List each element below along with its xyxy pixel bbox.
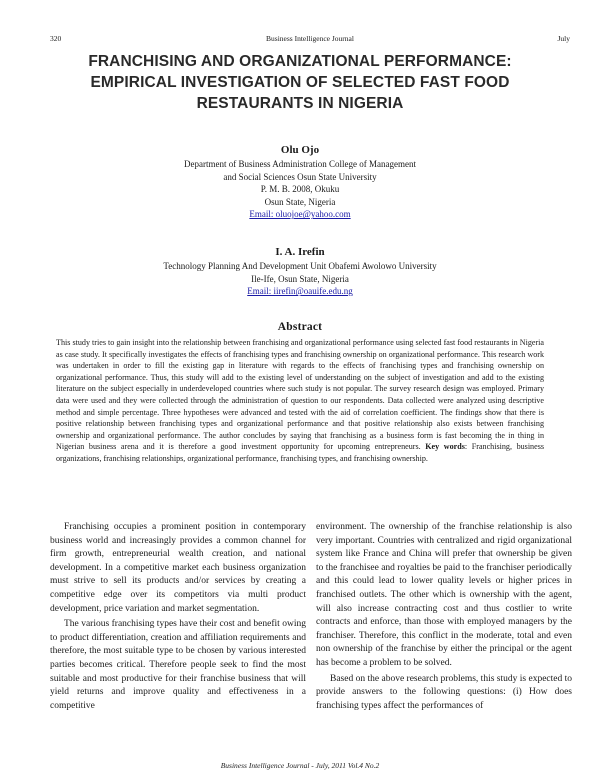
issue-month: July <box>557 34 570 43</box>
affiliation-line: Ile-Ife, Osun State, Nigeria <box>251 273 349 284</box>
affiliation-line: Osun State, Nigeria <box>264 196 336 207</box>
running-header <box>50 34 570 46</box>
email-link[interactable]: Email: oluojoe@yahoo.com <box>249 209 351 220</box>
affiliation-line: Technology Planning And Development Unit Obafemi Awolowo University <box>163 261 437 271</box>
affiliation-line: and Social Sciences Osun State University <box>223 171 377 182</box>
journal-name: Business Intelligence Journal <box>266 34 354 43</box>
keywords-label: Key words <box>425 442 465 452</box>
paragraph: environment. The ownership of the franchise relationship is also very important. Countries with centralized and rigid organizational system like France and China will prefer that ownership be given to the franchisee and royalties be paid to the franchiser periodically and this could lead to lower quality levels or higher prices in franchised outlets. The other which is ownership with the agent, will also increase contracting cost and thus costlier to write contracts and enforce, than those with employed managers by the franchiser. Therefore, this conflict in the moderate, total and even non ownership of the franchise by either the principal or the agent has become a problem to be solved. <box>316 522 572 668</box>
title-line: FRANCHISING AND ORGANIZATIONAL PERFORMANCE: <box>88 53 512 70</box>
body-column-right <box>316 521 572 715</box>
keywords-text: : Franchising, business organizations, franchising relationships, organizational performance, franchising types, and franchising ownership. <box>56 442 545 463</box>
author-block-1 <box>60 143 540 221</box>
author-block-2 <box>60 245 540 298</box>
paragraph: Franchising occupies a prominent position in contemporary business world and increasingly provides a common channel for firm growth, entrepreneurial wealth creation, and national development. In a competitive market each business organization must strive to sell its products and/or services by creating a competitive edge over its competitors via multi product development, price variation and market segmentation. <box>50 522 306 614</box>
abstract-text: This study tries to gain insight into the relationship between franchising and organizational performance using selected fast food restaurants in Nigeria as case study. It specifically investigates the effects of franchising types and franchising ownership on organizational performance. This research work was undertaken in order to fill the existing gap in literature with regards to the effects of franchising types and franchising ownership on organizational performance. Thus, this study will add to the existing level of understanding on the subject of investigation and add to the existing literature on the subject especially in underdeveloped countries where such study is not popular. The survey research design was employed. Primary data were used and they were collected through the administration of question to our respondents. Data collected were analyzed using descriptive method and simple percentage. Three hypotheses were advanced and tested with the aid of correlation coefficient. The findings show that there is positive relationship between franchising types and organizational performance and that positive relationship also exists between franchising ownership and organizational performance. The author concludes by saying that franchising as a business form is fast becoming the in thing in Nigerian business arena and it is therefore a good investment opportunity for upcoming entrepreneurs. <box>56 338 544 452</box>
paragraph: Based on the above research problems, this study is expected to provide answers to the following questions: (i) How does franchising types affect the performances of <box>316 673 572 711</box>
affiliation-line: Department of Business Administration College of Management <box>184 159 416 169</box>
title-line: RESTAURANTS IN NIGERIA <box>196 95 404 112</box>
abstract-body <box>56 337 544 465</box>
author-name: I. A. Irefin <box>275 246 325 258</box>
title-line: EMPIRICAL INVESTIGATION OF SELECTED FAST FOOD <box>90 74 510 91</box>
running-footer: Business Intelligence Journal - July, 2011 Vol.4 No.2 <box>220 761 380 770</box>
author-name: Olu Ojo <box>280 144 320 156</box>
abstract-heading: Abstract <box>277 321 323 333</box>
paragraph: The various franchising types have their cost and benefit owing to product differentiation, creation and affiliation requirements and therefore, the most suitable type to be chosen by various interested parties becomes critical. Therefore people seek to find the most suitable and most productive for their franchise business that will yield returns and improve quality and effectiveness in a competitive <box>50 619 306 711</box>
body-column-left <box>50 521 306 715</box>
affiliation-line: P. M. B. 2008, Okuku <box>260 184 340 195</box>
page-number: 320 <box>50 34 62 43</box>
email-link[interactable]: Email: iirefin@oauife.edu.ng <box>247 286 353 297</box>
paper-title <box>40 51 560 114</box>
